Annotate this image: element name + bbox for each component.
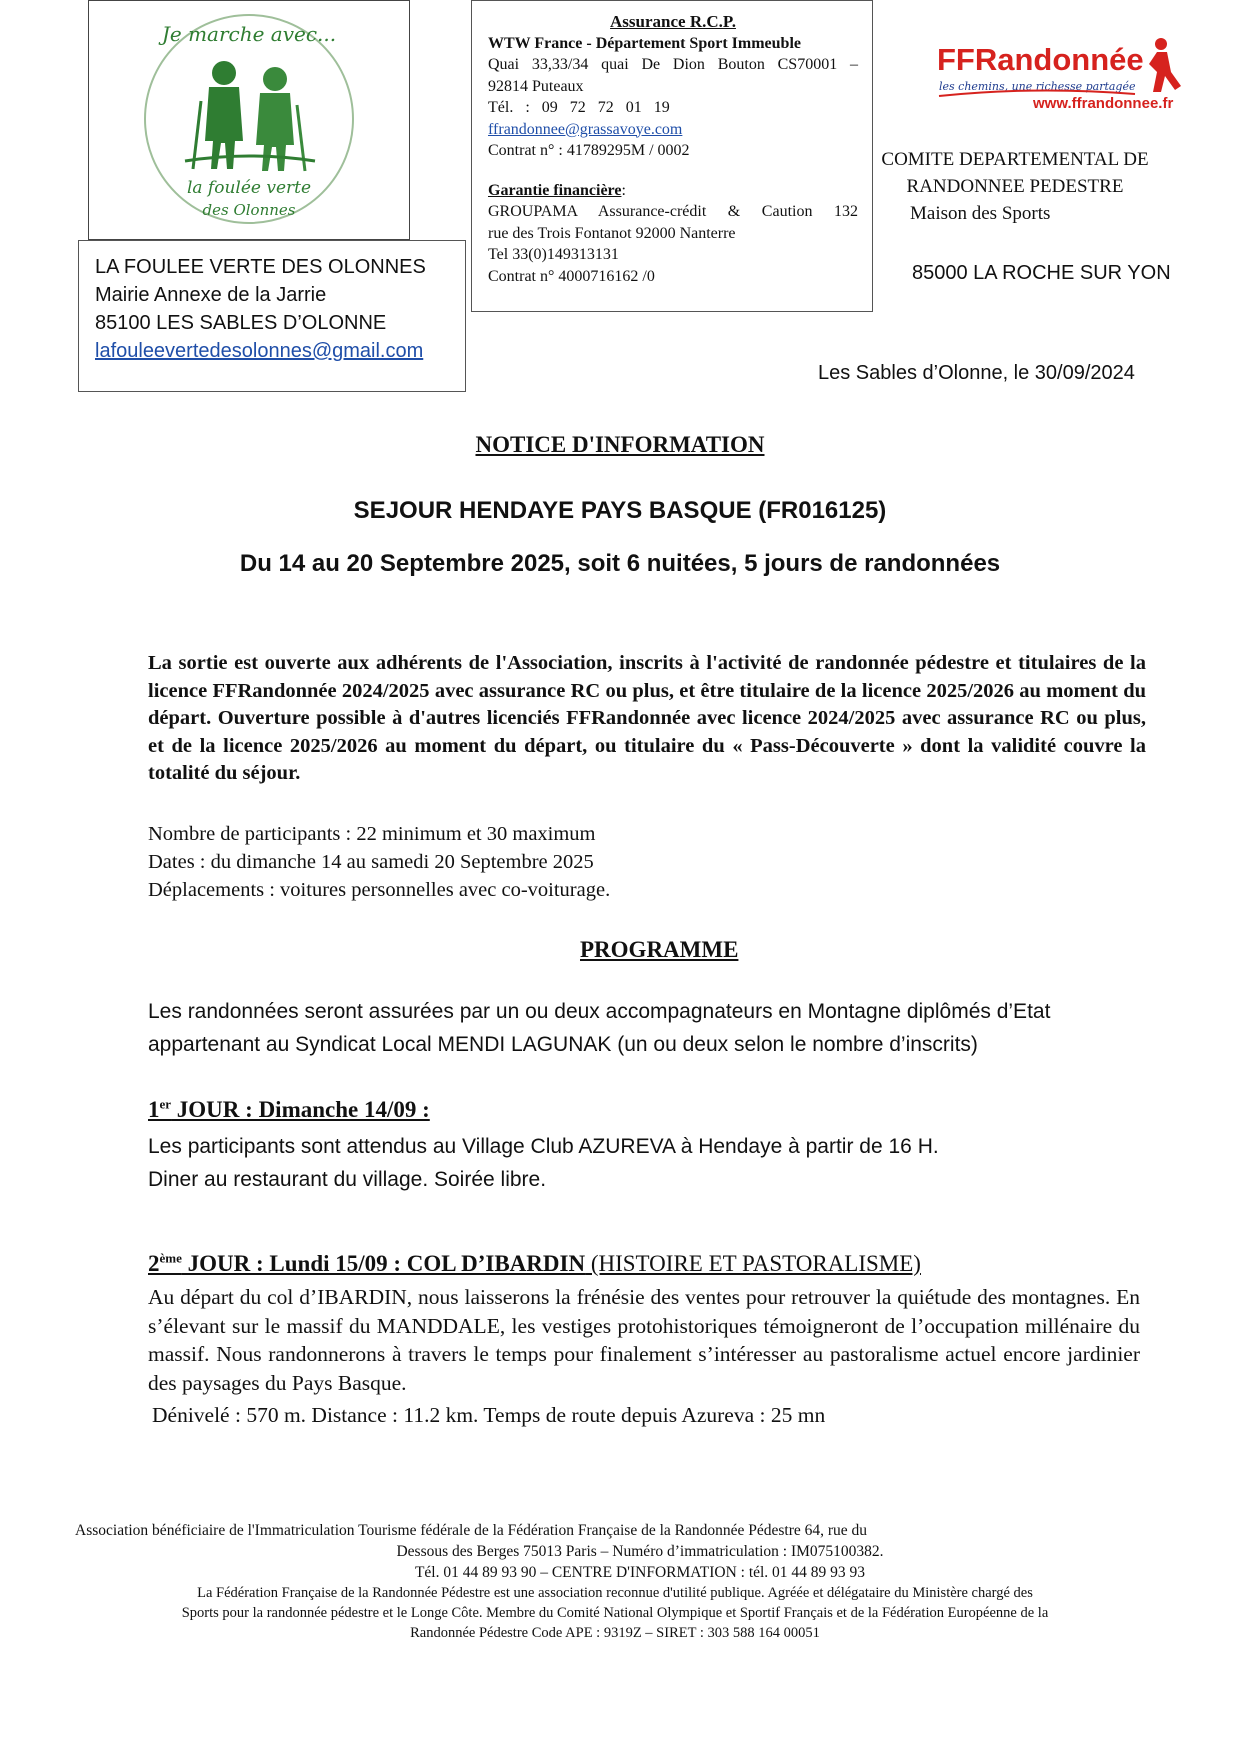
comite-line2: RANDONNEE PEDESTRE xyxy=(906,176,1124,197)
ffrandonnee-logo-icon xyxy=(935,36,1195,116)
fact-transport: Déplacements : voitures personnelles avec co-voiturage. xyxy=(148,879,611,901)
day2-title: JOUR : Lundi 15/09 : COL D’IBARDIN xyxy=(181,1250,586,1276)
insurance-address2: 92814 Puteaux xyxy=(488,77,584,95)
insurance-title: Assurance R.C.P. xyxy=(610,12,736,31)
fact-dates: Dates : du dimanche 14 au samedi 20 Septembre 2025 xyxy=(148,851,594,873)
notice-title: NOTICE D'INFORMATION xyxy=(475,432,765,457)
guarantee-line1: GROUPAMA Assurance-crédit & Caution 132 xyxy=(488,203,858,220)
date-line: Les Sables d’Olonne, le 30/09/2024 xyxy=(818,362,1135,384)
footer-line1: Association bénéficiaire de l'Immatriculation Tourisme fédérale de la Fédération Française de la Randonnée Pédestre 64, rue du xyxy=(75,1522,868,1539)
guarantee-line2: rue des Trois Fontanot 92000 Nanterre xyxy=(488,224,736,242)
logo-bottom-text-1: la foulée verte xyxy=(186,178,312,198)
club-logo xyxy=(88,0,410,240)
club-email-link[interactable]: lafouleevertedesolonnes@gmail.com xyxy=(95,340,424,362)
day2-number: 2 xyxy=(148,1250,160,1276)
guarantee-colon: : xyxy=(621,181,626,199)
insurance-email-link[interactable]: ffrandonnee@grassavoye.com xyxy=(488,120,683,138)
club-address-line1: Mairie Annexe de la Jarrie xyxy=(95,284,327,306)
day1-line2: Diner au restaurant du village. Soirée libre. xyxy=(148,1168,547,1191)
guarantee-label: Garantie financière xyxy=(488,181,622,199)
ffr-tagline: les chemins, une richesse partagée xyxy=(939,80,1136,93)
comite-city: 85000 LA ROCHE SUR YON xyxy=(912,262,1171,284)
guarantee-heading xyxy=(488,180,858,202)
logo-bottom-text-2: des Olonnes xyxy=(202,201,296,219)
insurance-box xyxy=(471,0,873,312)
footer-line4: La Fédération Française de la Randonnée Pédestre est une association reconnue d'utilité publique. Agréée et délégataire du Ministère chargé des xyxy=(197,1585,1033,1601)
insurance-company: WTW France - Département Sport Immeuble xyxy=(488,34,801,52)
footer-line6: Randonnée Pédestre Code APE : 9319Z – SIRET : 303 588 164 00051 xyxy=(410,1625,820,1641)
ffr-url: www.ffrandonnee.fr xyxy=(1033,95,1174,112)
insurance-phone: Tél. : 09 72 72 01 19 xyxy=(488,99,670,116)
footer-line2: Dessous des Berges 75013 Paris – Numéro d’immatriculation : IM075100382. xyxy=(396,1543,884,1560)
comite-block xyxy=(870,146,1160,200)
logo-top-text: Je marche avec... xyxy=(161,22,337,46)
sejour-title: SEJOUR HENDAYE PAYS BASQUE (FR016125) xyxy=(353,497,887,524)
day1-heading xyxy=(148,1096,430,1123)
ffrandonnee-logo xyxy=(935,36,1195,116)
insurance-contract: Contrat n° : 41789295M / 0002 xyxy=(488,142,690,159)
hikers-logo-icon xyxy=(89,1,409,239)
footer-line5: Sports pour la randonnée pédestre et le Longe Côte. Membre du Comité National Olympique et Sportif Français et de la Fédération Européenne de la xyxy=(181,1605,1049,1621)
programme-intro-line2: appartenant au Syndicat Local MENDI LAGUNAK (un ou deux selon le nombre d’inscrits) xyxy=(148,1033,978,1056)
day1-body xyxy=(148,1130,939,1196)
insurance-address1: Quai 33,33/34 quai De Dion Bouton CS70001 – xyxy=(488,56,858,73)
day1-title: JOUR : Dimanche 14/09 : xyxy=(171,1096,430,1122)
programme-intro-line1: Les randonnées seront assurées par un ou deux accompagnateurs en Montagne diplômés d’Etat xyxy=(148,1000,1051,1023)
guarantee-line4: Contrat n° 4000716162 /0 xyxy=(488,267,655,285)
club-name: LA FOULEE VERTE DES OLONNES xyxy=(95,256,426,278)
fact-participants: Nombre de participants : 22 minimum et 30 maximum xyxy=(148,823,596,845)
day2-body: Au départ du col d’IBARDIN, nous laisserons la frénésie des ventes pour retrouver la quiétude des montagnes. En s’élevant sur le massif du MANDDALE, les vestiges protohistoriques témoigneront de l’occupation millénaire du massif. Nous randonnerons à travers le temps pour finalement s’intéresser au pastoralisme actuel encore jardinier des paysages du Pays Basque. xyxy=(148,1285,1140,1395)
comite-maison: Maison des Sports xyxy=(910,203,1051,224)
programme-title: PROGRAMME xyxy=(580,937,739,962)
day2-heading xyxy=(148,1250,921,1277)
guarantee-line3: Tel 33(0)149313131 xyxy=(488,246,619,263)
day2-theme: (HISTOIRE ET PASTORALISME) xyxy=(585,1250,921,1276)
day1-sup: er xyxy=(159,1096,172,1111)
intro-paragraph: La sortie est ouverte aux adhérents de l'Association, inscrits à l'activité de randonnée pédestre et titulaires de la licence FFRandonnée 2024/2025 avec assurance RC ou plus, et être titulaire de la licence 2025/2026 au moment du départ. Ouverture possible à d'autres licenciés FFRandonnée avec licence 2024/2025 avec assurance RC ou plus, et de la licence 2025/2026 au moment du départ, ou titulaire du « Pass-Découverte » dont la validité couvre la totalité du séjour. xyxy=(148,652,1146,784)
day1-heading-text xyxy=(148,1097,430,1122)
club-address-box xyxy=(78,240,466,392)
facts-list xyxy=(148,820,1048,904)
comite-line1: COMITE DEPARTEMENTAL DE xyxy=(881,149,1149,170)
footer-line3: Tél. 01 44 89 93 90 – CENTRE D'INFORMATION : tél. 01 44 89 93 93 xyxy=(414,1564,866,1581)
dates-title: Du 14 au 20 Septembre 2025, soit 6 nuitées, 5 jours de randonnées xyxy=(239,550,1001,577)
programme-intro xyxy=(148,995,1148,1061)
ffr-brand-text: FFRandonnée xyxy=(937,42,1144,77)
club-address-line2: 85100 LES SABLES D’OLONNE xyxy=(95,312,387,334)
day2-sup: ème xyxy=(159,1250,182,1265)
day2-stats: Dénivelé : 570 m. Distance : 11.2 km. Temps de route depuis Azureva : 25 mn xyxy=(152,1403,826,1427)
day1-number: 1 xyxy=(148,1096,160,1122)
day2-heading-text xyxy=(148,1251,921,1276)
footer xyxy=(60,1520,1170,1643)
day1-line1: Les participants sont attendus au Village Club AZUREVA à Hendaye à partir de 16 H. xyxy=(148,1135,939,1158)
